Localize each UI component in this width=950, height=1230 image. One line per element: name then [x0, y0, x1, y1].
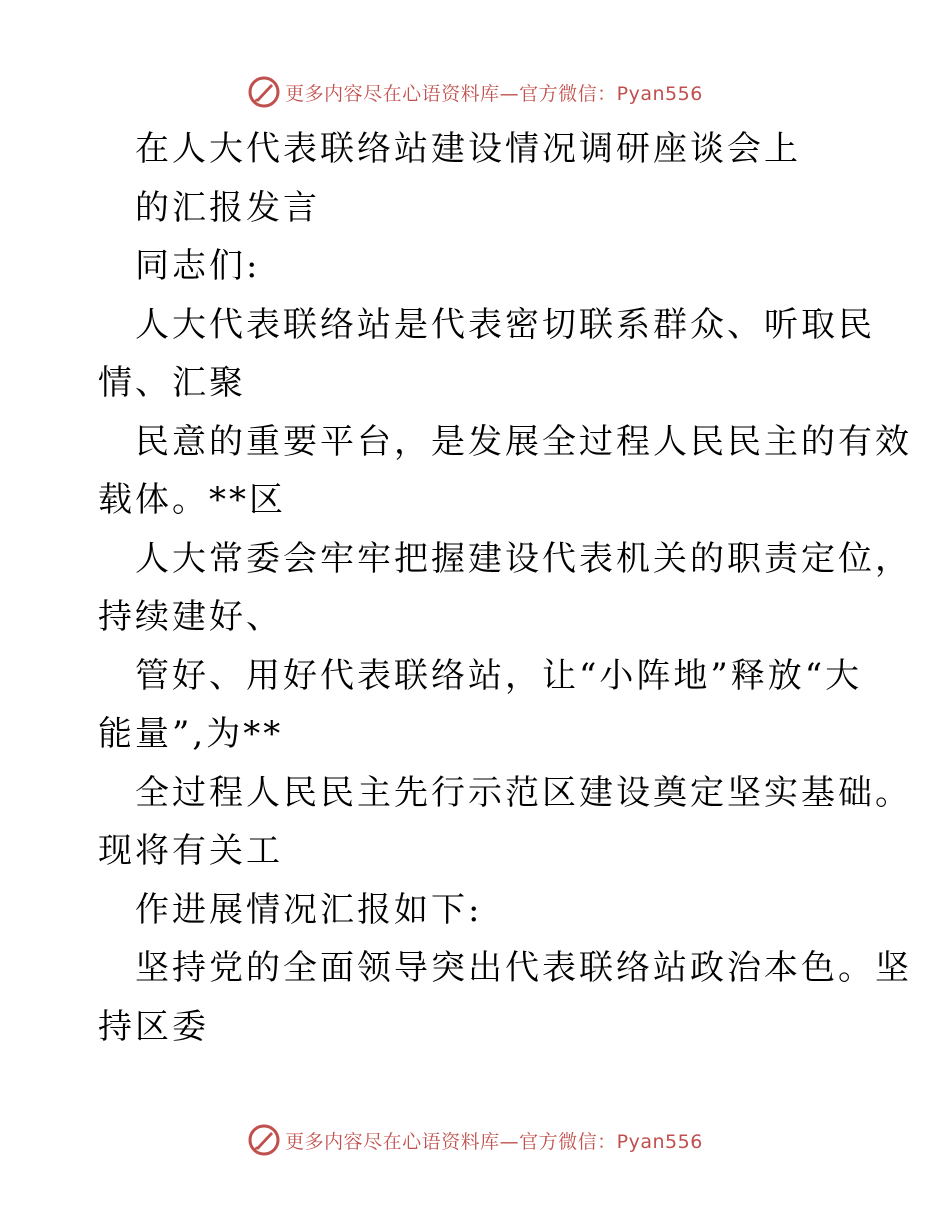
- quill-seal-icon: [247, 1123, 281, 1157]
- text-line: 现将有关工: [98, 831, 283, 871]
- text-line: 民意的重要平台，是发展全过程人民民主的有效: [135, 421, 912, 462]
- text-line: 全过程人民民主先行示范区建设奠定坚实基础。: [135, 772, 912, 813]
- title-line: 在人大代表联络站建设情况调研座谈会上: [135, 129, 801, 169]
- text-line: 坚持党的全面领导突出代表联络站政治本色。坚: [135, 948, 912, 988]
- quill-seal-icon: [247, 75, 281, 109]
- footer-watermark: [0, 1120, 950, 1160]
- text-line: 持区委: [98, 1006, 209, 1047]
- text-line: 管好、用好代表联络站，让“小阵地”释放“大: [135, 655, 863, 696]
- watermark-text: 更多内容尽在心语资料库—官方微信：Pyan556: [285, 82, 703, 105]
- watermark-text: 更多内容尽在心语资料库—官方微信：Pyan556: [285, 1130, 703, 1153]
- text-line: 情、汇聚: [98, 363, 246, 403]
- title-line: 的汇报发言: [135, 187, 320, 228]
- text-line: 能量”,为**: [98, 714, 284, 754]
- header-watermark: [0, 72, 950, 112]
- text-line: 人大代表联络站是代表密切联系群众、听取民: [135, 304, 875, 345]
- text-line: 持续建好、: [98, 597, 283, 637]
- text-line: 载体。**区: [98, 480, 286, 520]
- text-line: 作进展情况汇报如下:: [135, 889, 483, 930]
- text-line: 人大常委会牢牢把握建设代表机关的职责定位，: [135, 538, 912, 579]
- document-body: [98, 120, 912, 1056]
- salutation: 同志们:: [135, 246, 261, 286]
